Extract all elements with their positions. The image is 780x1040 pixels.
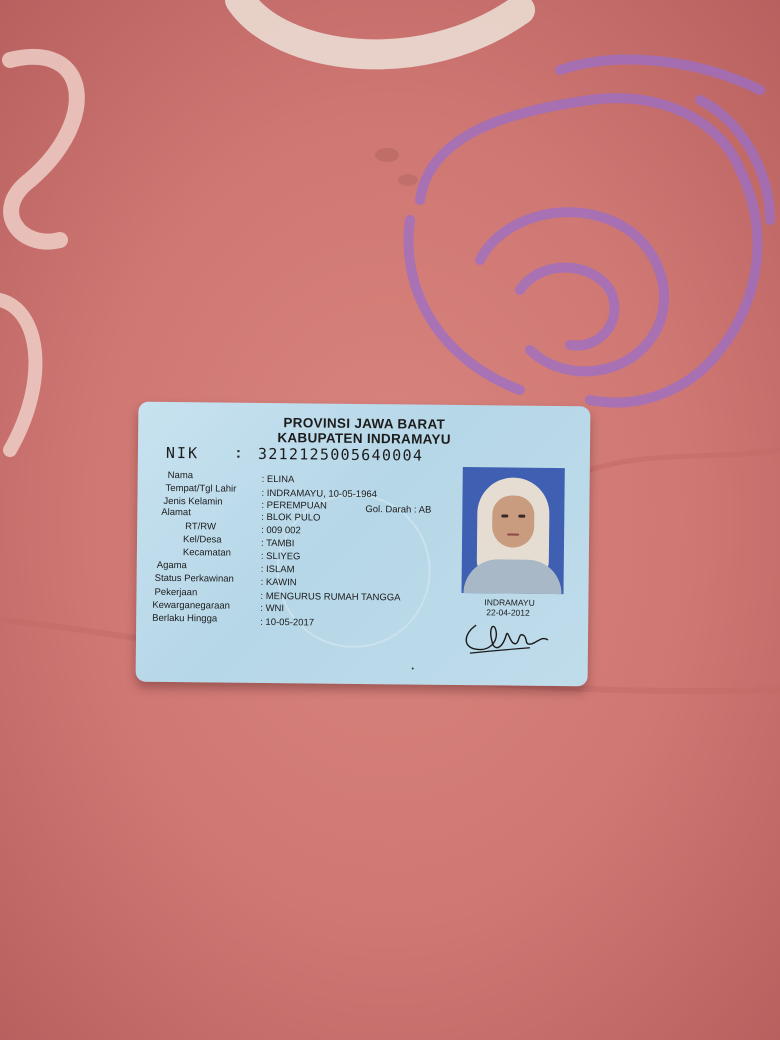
card-dot	[412, 668, 414, 670]
fabric-wrinkle	[590, 450, 780, 470]
field-value-jenis-kelamin: : PEREMPUAN	[261, 499, 327, 512]
fabric-white-swirl	[0, 300, 35, 450]
field-value-pekerjaan: : MENGURUS RUMAH TANGGA	[260, 590, 401, 604]
signature	[458, 605, 559, 662]
field-label-alamat: Alamat	[161, 506, 191, 519]
field-label-status: Status Perkawinan	[154, 572, 234, 585]
id-photo	[461, 467, 564, 594]
photo-eye	[518, 515, 525, 518]
field-value-alamat: : BLOK PULO	[261, 511, 321, 524]
field-label-nama: Nama	[167, 469, 194, 482]
fabric-white-swirl	[10, 57, 77, 242]
field-value-ttl: : INDRAMAYU, 10-05-1964	[261, 487, 378, 501]
field-value-kecamatan: : SLIYEG	[260, 550, 301, 563]
field-value-nama: : ELINA	[261, 473, 295, 486]
field-value-kel-desa: : TAMBI	[260, 537, 295, 550]
nik-label: NIK	[165, 443, 200, 463]
fabric-stain	[375, 148, 399, 162]
photo-face	[492, 495, 535, 547]
card-regency: KABUPATEN INDRAMAYU	[277, 430, 451, 447]
photo-mouth	[507, 534, 519, 536]
field-label-berlaku: Berlaku Hingga	[152, 612, 218, 625]
field-label-kel-desa: Kel/Desa	[182, 534, 222, 546]
nik-colon: :	[235, 444, 242, 462]
field-label-kewarganegaraan: Kewarganegaraan	[152, 599, 231, 612]
field-label-rtrw: RT/RW	[185, 521, 217, 533]
issue-city: INDRAMAYU	[484, 597, 535, 608]
field-value-status: : KAWIN	[260, 576, 297, 589]
photo-eye	[501, 514, 508, 517]
field-label-pekerjaan: Pekerjaan	[154, 586, 198, 599]
field-label-agama: Agama	[156, 559, 187, 572]
issue-date: 22-04-2012	[486, 607, 530, 618]
card-province: PROVINSI JAWA BARAT	[283, 415, 446, 432]
id-card	[136, 402, 591, 687]
field-value-berlaku: : 10-05-2017	[260, 616, 315, 629]
nik-value: 3212125005640004	[257, 444, 424, 465]
field-blood-type: Gol. Darah : AB	[365, 504, 432, 516]
fabric-white-blob	[240, 0, 520, 54]
field-label-ttl: Tempat/Tgl Lahir	[165, 482, 237, 495]
field-value-rtrw: : 009 002	[261, 524, 301, 537]
field-label-jenis-kelamin: Jenis Kelamin	[163, 495, 223, 508]
fabric-flower-outline	[408, 60, 770, 403]
fabric-stain	[398, 174, 418, 186]
field-value-agama: : ISLAM	[260, 563, 295, 576]
field-label-kecamatan: Kecamatan	[182, 547, 232, 559]
field-value-kewarganegaraan: : WNI	[260, 602, 285, 615]
